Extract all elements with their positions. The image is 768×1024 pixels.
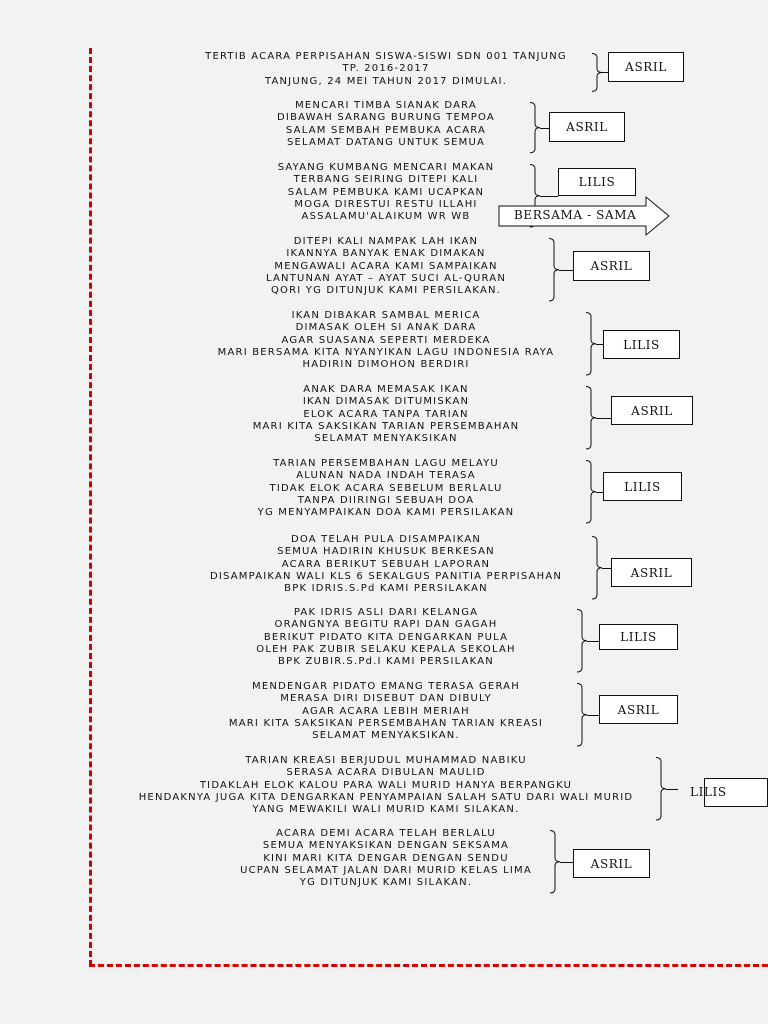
verse-line: DITEPI KALI NAMPAK LAH IKAN: [293, 236, 479, 247]
verse-line: DIMASAK OLEH SI ANAK DARA: [295, 322, 477, 334]
verse-line: TIDAK ELOK ACARA SEBELUM BERLALU: [269, 482, 503, 494]
speaker-box: LILIS: [603, 472, 682, 501]
verse-line: IKAN DIBAKAR SAMBAL MERICA: [291, 310, 481, 321]
verse-line: MOGA DIRESTUI RESTU ILLAHI: [294, 198, 478, 210]
dashed-border-bottom: [89, 964, 768, 967]
verse-line: YANG MEWAKILI WALI MURID KAMI SILAKAN.: [252, 804, 520, 816]
speaker-box: ASRIL: [549, 112, 625, 142]
verse-line: SERASA ACARA DIBULAN MAULID: [286, 767, 486, 779]
connector-line: [666, 789, 678, 790]
verse-line: MERASA DIRI DISEBUT DAN DIBULY: [280, 693, 492, 705]
verse-line: MENDENGAR PIDATO EMANG TERASA GERAH: [252, 681, 520, 692]
verse-line: SEMUA MENYAKSIKAN DENGAN SEKSAMA: [262, 840, 510, 852]
verse-line: TARIAN PERSEMBAHAN LAGU MELAYU: [273, 458, 499, 469]
verse-line: OLEH PAK ZUBIR SELAKU KEPALA SEKOLAH: [256, 643, 516, 655]
verse-line: ALUNAN NADA INDAH TERASA: [296, 470, 476, 482]
connector-line: [540, 128, 549, 129]
connector-line: [596, 492, 603, 493]
connector-line: [587, 641, 599, 642]
connector-line: [587, 715, 599, 716]
verse-line: BPK IDRIS.S.Pd KAMI PERSILAKAN: [284, 583, 488, 595]
verse-line: TIDAKLAH ELOK KALOU PARA WALI MURID HANYA BERPANGKU: [199, 779, 573, 791]
connector-line: [559, 270, 573, 271]
verse-line: TERTIB ACARA PERPISAHAN SISWA-SISWI SDN 001 TANJUNG: [205, 51, 567, 62]
verse-line: MENGAWALI ACARA KAMI SAMPAIKAN: [274, 260, 498, 272]
speaker-box: LILIS: [603, 330, 680, 359]
connector-line: [596, 418, 611, 419]
verse-line: YG MENYAMPAIKAN DOA KAMI PERSILAKAN: [257, 507, 515, 519]
verse-line: SALAM PEMBUKA KAMI UCAPKAN: [287, 186, 485, 198]
verse-line: BPK ZUBIR.S.Pd.I KAMI PERSILAKAN: [278, 656, 494, 668]
verse-line: TANPA DIIRINGI SEBUAH DOA: [297, 494, 475, 506]
verse-line: KINI MARI KITA DENGAR DENGAN SENDU: [263, 852, 509, 864]
verse-line: SELAMAT DATANG UNTUK SEMUA: [286, 136, 486, 148]
verse-line: HADIRIN DIMOHON BERDIRI: [302, 359, 470, 371]
verse-line: TERBANG SEIRING DITEPI KALI: [293, 174, 479, 186]
verse-line: PAK IDRIS ASLI DARI KELANGA: [293, 607, 479, 618]
verse-line: SELAMAT MENYAKSIKAN.: [312, 730, 460, 742]
speaker-box: LILIS: [599, 624, 678, 650]
verse-line: ELOK ACARA TANPA TARIAN: [303, 408, 469, 420]
verse-line: DOA TELAH PULA DISAMPAIKAN: [290, 534, 482, 545]
verse-line: MARI KITA SAKSIKAN PERSEMBAHAN TARIAN KREASI: [228, 717, 544, 729]
verse-line: ORANGNYA BEGITU RAPI DAN GAGAH: [274, 619, 498, 631]
verse-line: HENDAKNYA JUGA KITA DENGARKAN PENYAMPAIAN SALAH SATU DARI WALI MURID: [138, 791, 634, 803]
speaker-box: ASRIL: [599, 695, 678, 724]
speaker-box: ASRIL: [611, 396, 693, 425]
speaker-box: ASRIL: [608, 52, 684, 82]
verse-line: YG DITUNJUK KAMI SILAKAN.: [299, 877, 473, 889]
verse-line: SAYANG KUMBANG MENCARI MAKAN: [277, 162, 495, 173]
speaker-label: LILIS: [690, 785, 727, 799]
speaker-box: ASRIL: [611, 558, 692, 587]
verse-line: QORI YG DITUNJUK KAMI PERSILAKAN.: [270, 285, 502, 297]
verse-line: IKAN DIMASAK DITUMISKAN: [302, 396, 470, 408]
verse-line: MARI KITA SAKSIKAN TARIAN PERSEMBAHAN: [252, 420, 520, 432]
verse-line: LANTUNAN AYAT – AYAT SUCI AL-QURAN: [265, 272, 507, 284]
verse-line: DIBAWAH SARANG BURUNG TEMPOA: [277, 112, 495, 124]
together-label: BERSAMA - SAMA: [514, 208, 637, 222]
verse-line: BERIKUT PIDATO KITA DENGARKAN PULA: [263, 631, 509, 643]
connector-line: [596, 344, 603, 345]
verse-line: ACARA BERIKUT SEBUAH LAPORAN: [281, 558, 491, 570]
connector-line: [560, 862, 573, 863]
verse-line: AGAR SUASANA SEPERTI MERDEKA: [281, 334, 491, 346]
speaker-box: LILIS: [558, 168, 636, 196]
verse-line: SEMUA HADIRIN KHUSUK BERKESAN: [277, 546, 495, 558]
verse-line: ANAK DARA MEMASAK IKAN: [303, 384, 469, 395]
dashed-border-left: [89, 48, 92, 966]
verse-line: MARI BERSAMA KITA NYANYIKAN LAGU INDONESIA RAYA: [217, 346, 555, 358]
verse-line: AGAR ACARA LEBIH MERIAH: [302, 705, 470, 717]
connector-line: [602, 568, 611, 569]
speaker-box: ASRIL: [573, 849, 650, 878]
verse-line: SELAMAT MENYAKSIKAN: [314, 433, 458, 445]
verse-line: ASSALAMU'ALAIKUM WR WB: [301, 211, 471, 223]
verse-line: IKANNYA BANYAK ENAK DIMAKAN: [286, 248, 486, 260]
verse-line: TANJUNG, 24 MEI TAHUN 2017 DIMULAI.: [264, 75, 508, 87]
verse-line: ACARA DEMI ACARA TELAH BERLALU: [276, 828, 496, 839]
speaker-box: ASRIL: [573, 251, 650, 281]
verse-line: SALAM SEMBAH PEMBUKA ACARA: [285, 124, 487, 136]
verse-line: MENCARI TIMBA SIANAK DARA: [295, 100, 477, 111]
verse-line: DISAMPAIKAN WALI KLS 6 SEKALGUS PANITIA PERPISAHAN: [209, 570, 563, 582]
verse-line: TP. 2016-2017: [342, 63, 430, 75]
verse-line: UCPAN SELAMAT JALAN DARI MURID KELAS LIMA: [240, 864, 532, 876]
verse-line: TARIAN KREASI BERJUDUL MUHAMMAD NABIKU: [245, 755, 527, 766]
